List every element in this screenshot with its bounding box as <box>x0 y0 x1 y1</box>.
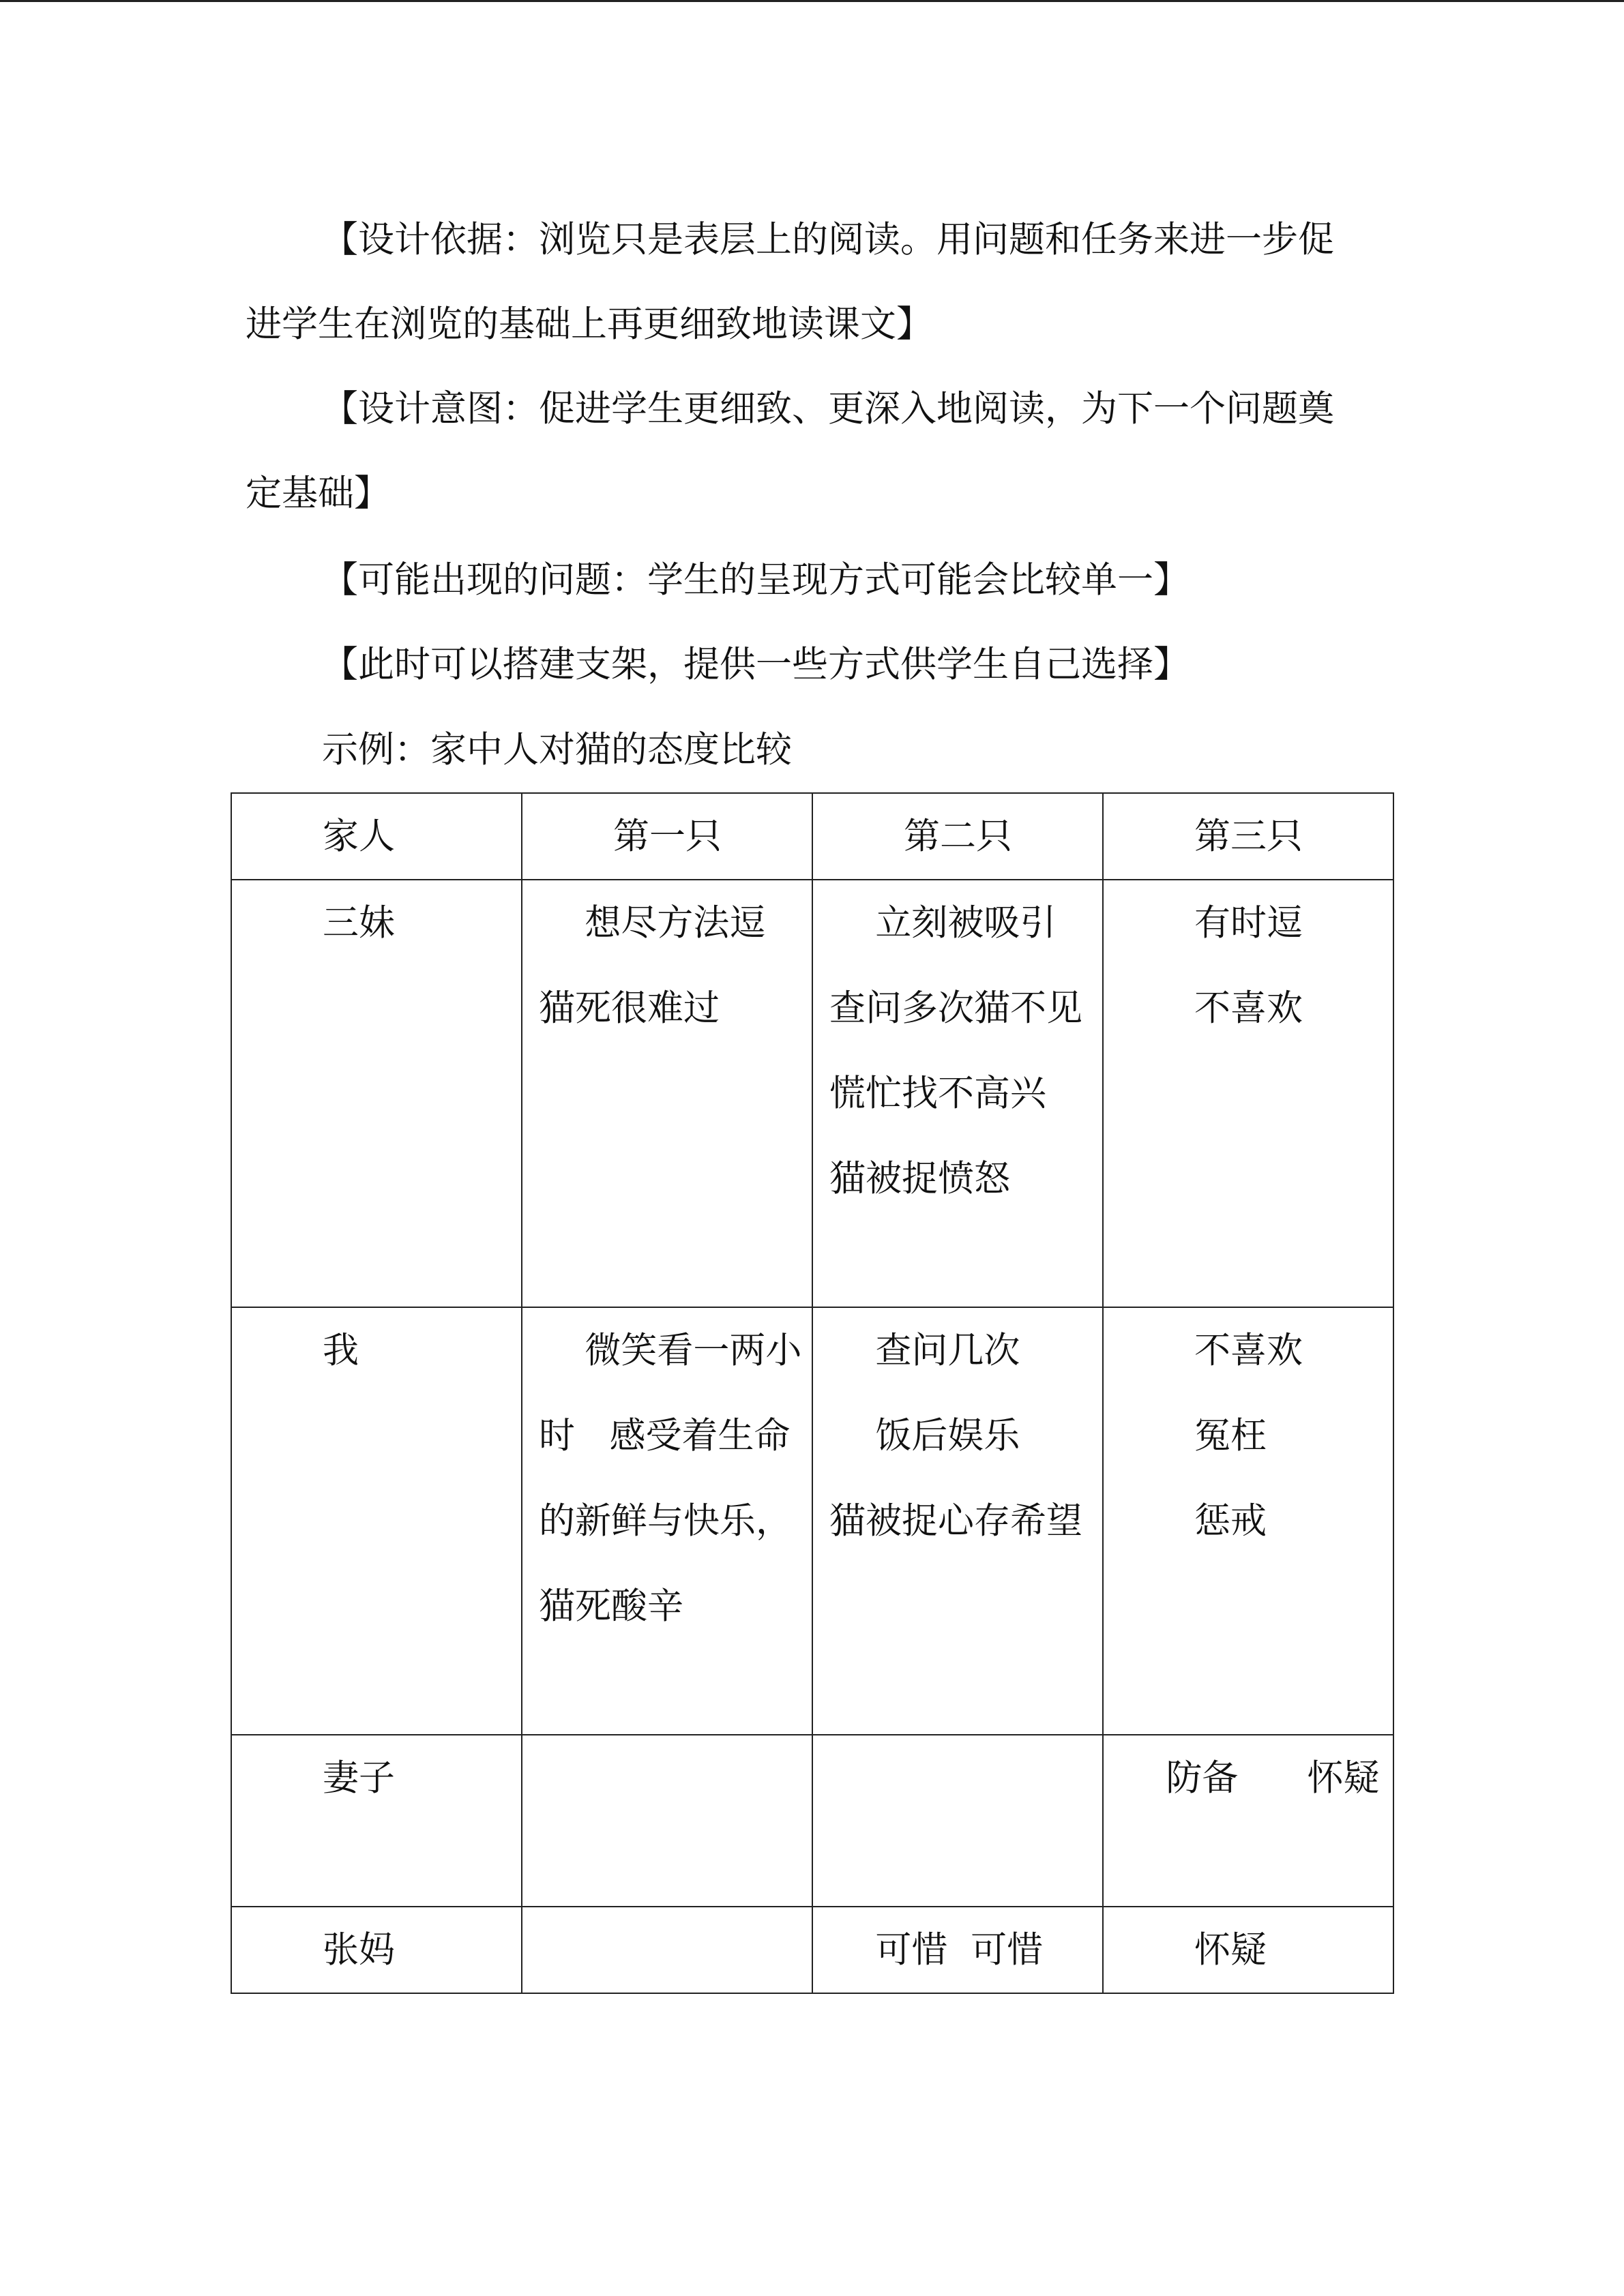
table-row <box>231 880 1393 1307</box>
header-first-cat: 第一只 <box>522 793 812 880</box>
member-cell: 妻子 <box>231 1735 522 1907</box>
table-header-row <box>231 793 1393 880</box>
table-row <box>231 1907 1393 1993</box>
first-cat-cell: 想尽方法逗 猫死很难过 <box>522 880 812 1307</box>
header-third-cat: 第三只 <box>1103 793 1393 880</box>
member-cell: 张妈 <box>231 1907 522 1993</box>
third-cat-cell: 不喜欢 冤枉 惩戒 <box>1103 1307 1393 1735</box>
table-row <box>231 1307 1393 1735</box>
header-family-member: 家人 <box>231 793 522 880</box>
table-row <box>231 1735 1393 1907</box>
design-intent-paragraph: 【设计意图：促进学生更细致、更深入地阅读，为下一个问题奠定基础】 <box>246 388 1334 514</box>
first-cat-cell <box>522 1907 812 1993</box>
cat-attitude-comparison-table <box>231 792 1394 1994</box>
second-cat-cell: 可惜 可惜 <box>812 1907 1103 1993</box>
member-cell: 三妹 <box>231 880 522 1307</box>
design-basis-paragraph: 【设计依据：浏览只是表层上的阅读。用问题和任务来进一步促进学生在浏览的基础上再更细致地读课文】 <box>246 219 1334 345</box>
example-title: 示例：家中人对猫的态度比较 <box>322 729 792 771</box>
member-cell: 我 <box>231 1307 522 1735</box>
first-cat-cell <box>522 1735 812 1907</box>
scaffold-paragraph: 【此时可以搭建支架，提供一些方式供学生自己选择】 <box>322 644 1190 685</box>
header-second-cat: 第二只 <box>812 793 1103 880</box>
possible-issue-paragraph: 【可能出现的问题：学生的呈现方式可能会比较单一】 <box>322 559 1190 601</box>
first-cat-cell: 微笑看一两小时 感受着生命的新鲜与快乐，猫死酸辛 <box>522 1307 812 1735</box>
second-cat-cell <box>812 1735 1103 1907</box>
second-cat-cell: 立刻被吸引 查问多次猫不见慌忙找不高兴 猫被捉愤怒 <box>812 880 1103 1307</box>
second-cat-cell: 查问几次 饭后娱乐 猫被捉心存希望 <box>812 1307 1103 1735</box>
third-cat-cell: 有时逗 不喜欢 <box>1103 880 1393 1307</box>
third-cat-cell: 怀疑 <box>1103 1907 1393 1993</box>
page-top-border <box>0 0 1624 2</box>
third-cat-cell: 防备 怀疑 <box>1103 1735 1393 1907</box>
